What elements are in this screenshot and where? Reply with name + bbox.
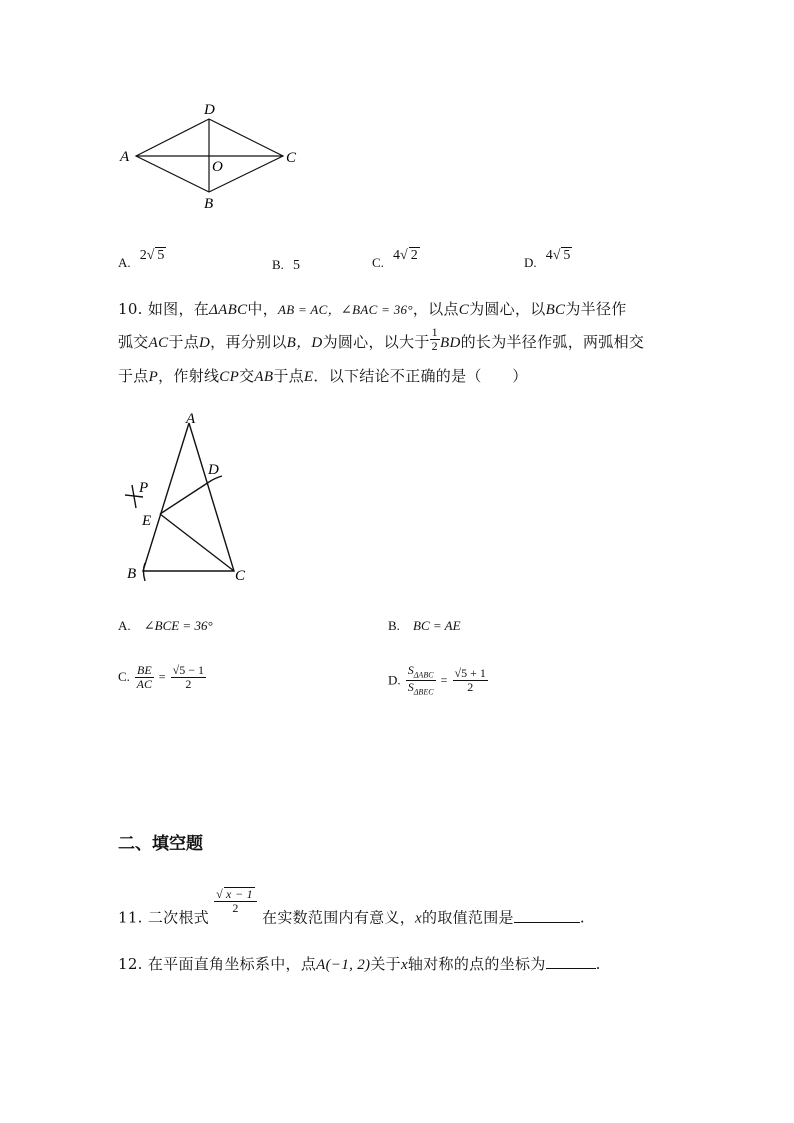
rhombus-label-a: A	[120, 149, 130, 165]
q10-line-1: 10. 如图，在ΔABC中，AB = AC，∠BAC = 36°，以点C为圆心，以BC为半径作	[118, 300, 627, 318]
option-value: ∠BCE = 36°	[143, 618, 213, 633]
triangle-label-c: C	[235, 568, 246, 584]
option-value: 5	[293, 258, 301, 273]
triangle-label-b: B	[127, 566, 137, 582]
sqrt-sign: √	[400, 248, 408, 263]
sqrt-sign: √	[552, 248, 561, 263]
rhombus-label-d: D	[204, 102, 215, 118]
option-letter: B.	[388, 618, 400, 633]
triangle-label-p: P	[139, 480, 149, 496]
half-fraction: $\frac{1}{2}$	[431, 325, 438, 353]
rhombus-label-c: C	[286, 150, 297, 166]
fraction-golden-minus: $\frac{√5 - 1}{2}$	[172, 663, 205, 691]
section-heading: 二、填空题	[118, 834, 203, 854]
q10-option-d[interactable]: D. $\frac{S_{\Delta ABC}}{S_{\Delta BEC}}$ = $\frac{√5 + 1}{2}$	[388, 663, 486, 697]
answer-blank[interactable]	[546, 968, 596, 969]
option-letter: B.	[272, 257, 284, 272]
option-value: 4√ 2	[393, 248, 418, 263]
option-letter: C.	[118, 669, 130, 685]
triangle-label-e: E	[142, 513, 152, 529]
option-letter: C.	[372, 255, 384, 270]
fraction-golden-plus: $\frac{√5 + 1}{2}$	[454, 666, 486, 694]
triangle-label-d: D	[208, 462, 219, 478]
fraction-be-ac: $\frac{BE}{AC}$	[136, 663, 153, 691]
triangle-label-a: A	[186, 411, 196, 427]
answer-blank[interactable]	[514, 922, 580, 923]
radical-fraction: $\frac{√ x - 1}{2}$	[214, 887, 257, 914]
sqrt-sign: √	[146, 248, 155, 263]
rhombus-label-o: O	[212, 159, 223, 175]
option-letter: D.	[524, 255, 537, 270]
q9-option-c[interactable]	[372, 248, 420, 272]
option-letter: D.	[388, 672, 401, 688]
q10-option-b[interactable]	[388, 615, 461, 634]
fraction-area-ratio: $\frac{S_{\Delta ABC}}{S_{\Delta BEC}}$	[407, 663, 434, 697]
option-letter: A.	[118, 255, 131, 270]
q10-line-2: 弧交AC于点D，再分别以B，D为圆心，以大于 $\frac{1}{2}$ BD的长为半径作弧，两弧相交	[118, 325, 645, 353]
q11-text: 11. 二次根式 $\frac{√ x - 1}{2}$ 在实数范围内有意义，x的取值范围是 .	[118, 887, 585, 927]
q9-option-a[interactable]	[118, 248, 166, 272]
option-letter: A.	[118, 618, 131, 633]
q10-option-c[interactable]: C. $\frac{BE}{AC}$ = $\frac{√5 - 1}{2}$	[118, 663, 205, 691]
q10-line-3: 于点P，作射线CP交AB于点E．以下结论不正确的是（ ）	[118, 367, 528, 385]
q9-option-b[interactable]	[272, 254, 300, 274]
option-value: BC = AE	[413, 618, 461, 633]
q12-text: 12. 在平面直角坐标系中，点A(−1, 2)关于x轴对称的点的坐标为 .	[118, 955, 601, 973]
rhombus-label-b: B	[204, 196, 214, 212]
triangle-construction-figure	[112, 405, 262, 590]
rhombus-figure	[112, 98, 312, 214]
q9-option-d[interactable]	[524, 248, 572, 272]
q10-option-a[interactable]	[118, 615, 213, 634]
option-value: 4√ 5	[545, 248, 571, 263]
option-value: 2√ 5	[139, 248, 165, 263]
